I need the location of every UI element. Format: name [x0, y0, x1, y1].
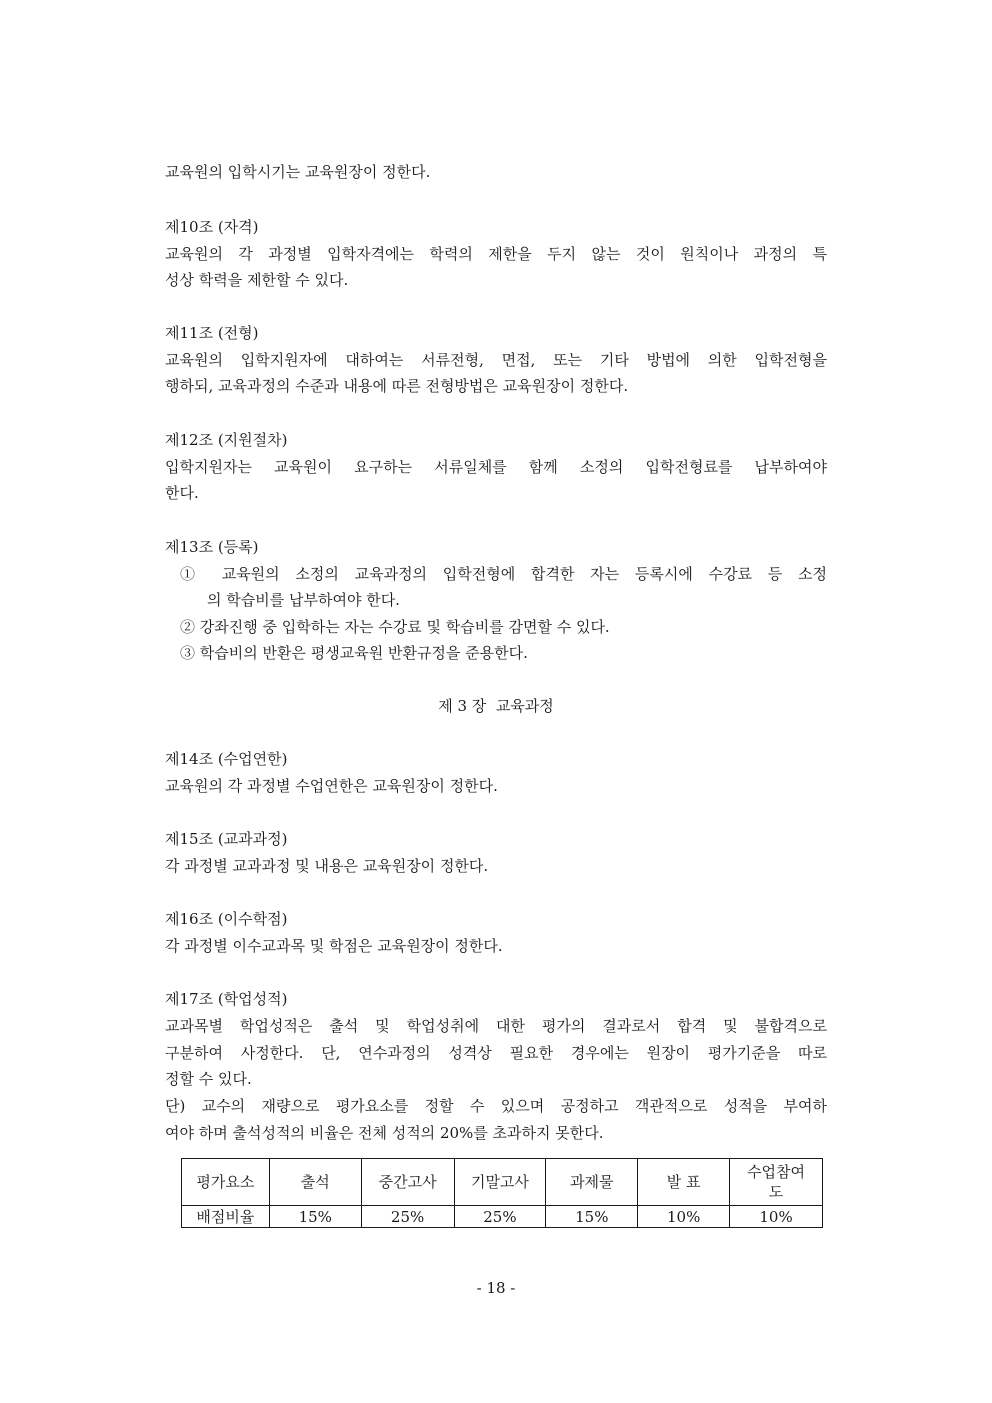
chapter-heading: 제 3 장 교육과정 [438, 697, 554, 715]
article-12-line-1: 입학지원자는 교육원이 요구하는 서류일체를 함께 소정의 입학전형료를 납부하여야 [165, 458, 827, 476]
table-row [182, 1206, 823, 1228]
table-header-cell: 중간고사 [361, 1159, 454, 1206]
article-17-line-4: 단) 교수의 재량으로 평가요소를 정할 수 있으며 공정하고 객관적으로 성적을 부여하 [165, 1097, 827, 1115]
article-17-line-2: 구분하여 사정한다. 단, 연수과정의 성격상 필요한 경우에는 원장이 평가기준을 따로 [165, 1044, 827, 1062]
article-17-line-3: 정할 수 있다. [165, 1070, 252, 1088]
article-17-title: 제17조 (학업성적) [165, 990, 288, 1008]
article-15-title: 제15조 (교과과정) [165, 830, 288, 848]
article-14-title: 제14조 (수업연한) [165, 750, 288, 768]
article-17-line-1: 교과목별 학업성적은 출석 및 학업성취에 대한 평가의 결과로서 합격 및 불합격으로 [165, 1017, 827, 1035]
article-12-title: 제12조 (지원절차) [165, 431, 288, 449]
article-15-text: 각 과정별 교과과정 및 내용은 교육원장이 정한다. [165, 857, 489, 875]
table-cell: 25% [454, 1206, 546, 1228]
article-10-line-1: 교육원의 각 과정별 입학자격에는 학력의 제한을 두지 않는 것이 원칙이나 과정의 특 [165, 245, 827, 263]
intro-text: 교육원의 입학시기는 교육원장이 정한다. [165, 163, 431, 181]
article-13-item-1-cont: 의 학습비를 납부하여야 한다. [207, 591, 400, 609]
table-cell: 10% [638, 1206, 730, 1228]
article-17-line-5: 여야 하며 출석성적의 비율은 전체 성적의 20%를 초과하지 못한다. [165, 1124, 604, 1142]
table-header-cell: 발 표 [638, 1159, 730, 1206]
article-11-title: 제11조 (전형) [165, 324, 259, 342]
table-header-cell: 평가요소 [182, 1159, 270, 1206]
table-cell: 15% [269, 1206, 361, 1228]
article-13-item-1: ① 교육원의 소정의 교육과정의 입학전형에 합격한 자는 등록시에 수강료 등 소정 [180, 565, 827, 583]
table-cell: 15% [546, 1206, 638, 1228]
article-14-text: 교육원의 각 과정별 수업연한은 교육원장이 정한다. [165, 777, 498, 795]
evaluation-table [181, 1158, 823, 1228]
article-11-line-1: 교육원의 입학지원자에 대하여는 서류전형, 면접, 또는 기타 방법에 의한 입학전형을 [165, 351, 827, 369]
article-10-title: 제10조 (자격) [165, 218, 259, 236]
article-13-item-3: ③ 학습비의 반환은 평생교육원 반환규정을 준용한다. [180, 644, 528, 662]
article-13-title: 제13조 (등록) [165, 538, 259, 556]
article-16-title: 제16조 (이수학점) [165, 910, 288, 928]
article-16-text: 각 과정별 이수교과목 및 학점은 교육원장이 정한다. [165, 937, 503, 955]
article-11-line-2: 행하되, 교육과정의 수준과 내용에 따른 전형방법은 교육원장이 정한다. [165, 377, 629, 395]
table-header-cell: 기말고사 [454, 1159, 546, 1206]
article-13-item-2: ② 강좌진행 중 입학하는 자는 수강료 및 학습비를 감면할 수 있다. [180, 618, 610, 636]
table-header-row [182, 1159, 823, 1206]
article-10-line-2: 성상 학력을 제한할 수 있다. [165, 271, 349, 289]
article-12-line-2: 한다. [165, 484, 199, 502]
table-header-cell: 과제물 [546, 1159, 638, 1206]
table-header-cell: 출석 [269, 1159, 361, 1206]
table-cell: 배점비율 [182, 1206, 270, 1228]
table-cell: 10% [730, 1206, 823, 1228]
table-header-cell: 수업참여도 [730, 1159, 823, 1206]
table-cell: 25% [361, 1206, 454, 1228]
page-number: - 18 - [476, 1279, 516, 1297]
